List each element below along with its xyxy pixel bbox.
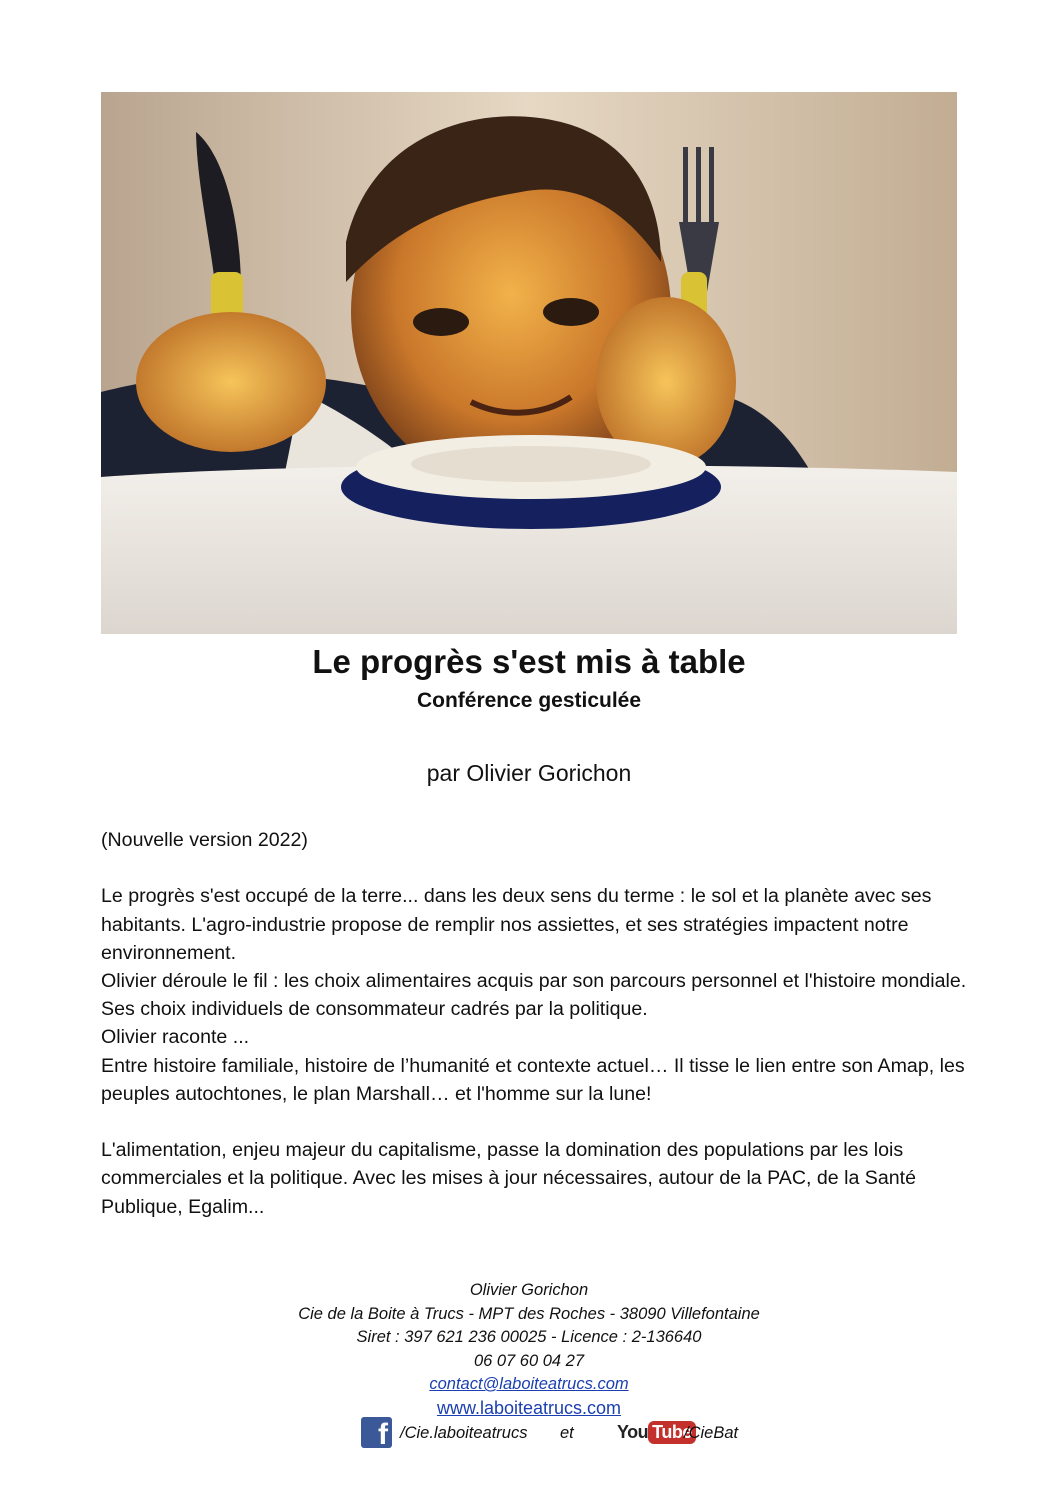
footer-name: Olivier Gorichon (469, 1281, 589, 1299)
contact-footer (0, 1279, 1058, 1421)
paragraph-gap (101, 854, 971, 882)
version-note: (Nouvelle version 2022) (101, 829, 308, 851)
website-link[interactable]: www.laboiteatrucs.com (436, 1397, 622, 1418)
document-subtitle: Conférence gesticulée (416, 689, 642, 712)
youtube-handle[interactable]: /CieBat (684, 1424, 739, 1442)
footer-registration: Siret : 397 621 236 00025 - Licence : 2-136640 (356, 1328, 702, 1346)
paragraph: Entre histoire familiale, histoire de l’humanité et contexte actuel… Il tisse le lien entre son Amap, les peuples autochtones, le plan Marshall… et l'homme sur la lune! (101, 1054, 965, 1105)
connector-text: et (560, 1424, 574, 1442)
footer-company: Cie de la Boite à Trucs - MPT des Roches - 38090 Villefontaine (298, 1304, 760, 1323)
paragraph-gap (101, 1108, 971, 1136)
facebook-handle[interactable]: /Cie.laboiteatrucs (400, 1424, 528, 1442)
paragraph: L'alimentation, enjeu majeur du capitalisme, passe la domination des populations par les lois commerciales et la politique. Avec les mises à jour nécessaires, autour de la PAC, de la Santé Publique, Egalim... (101, 1139, 917, 1218)
youtube-logo-you: You (617, 1422, 649, 1442)
author-line: par Olivier Gorichon (426, 760, 632, 786)
footer-phone: 06 07 60 04 27 (473, 1351, 585, 1370)
man-with-knife-and-fork-image (101, 92, 957, 634)
email-link[interactable]: contact@laboiteatrucs.com (429, 1375, 629, 1393)
youtube-logo-tube: Tube (648, 1421, 696, 1444)
paragraph: Olivier raconte ... (101, 1026, 250, 1049)
hero-illustration (101, 92, 957, 634)
body-text (101, 826, 971, 1221)
document-title: Le progrès s'est mis à table (312, 643, 746, 680)
paragraph: Le progrès s'est occupé de la terre... dans les deux sens du terme : le sol et la planète avec ses habitants. L'agro-industrie propose de remplir nos assiettes, et ses stratégies impactent notre environnement. (101, 885, 932, 964)
facebook-icon[interactable] (361, 1417, 392, 1451)
social-links (0, 1417, 1058, 1449)
paragraph: Olivier déroule le fil : les choix alimentaires acquis par son parcours personnel et l'histoire mondiale. Ses choix individuels de consommateur cadrés par la politique. (101, 970, 967, 1021)
facebook-logo-letter: f (378, 1418, 388, 1451)
